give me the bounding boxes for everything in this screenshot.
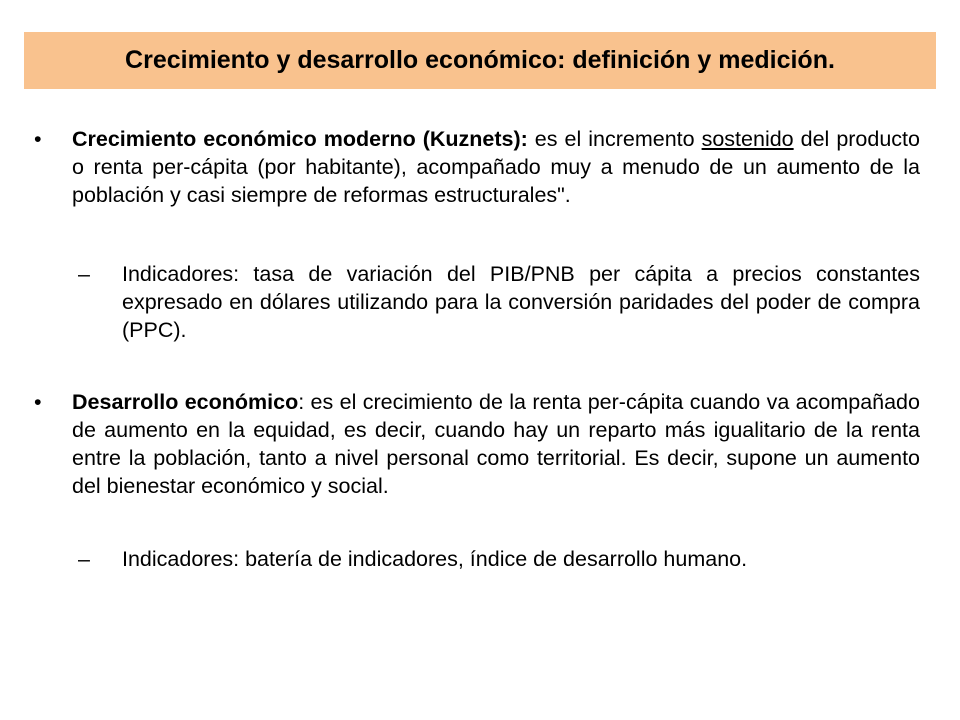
underlined-sostenido: sostenido: [701, 127, 794, 151]
slide-body: [34, 125, 920, 573]
dash-icon: –: [78, 547, 90, 571]
title-bar: [24, 32, 936, 89]
text-after-crecimiento: del producto o renta per-cápita (por habitante), acompañado muy a menudo de un aumento de la población y casi siempre de reformas estructurales".: [72, 127, 920, 207]
dash-icon: –: [78, 262, 90, 286]
bullet-item-desarrollo: [34, 388, 920, 500]
term-desarrollo: Desarrollo económico: [72, 390, 299, 414]
sub-item-indicadores-desarrollo: [78, 545, 920, 573]
bullet-item-crecimiento: [34, 125, 920, 209]
bullet-icon: •: [34, 390, 42, 414]
term-crecimiento: Crecimiento económico moderno (Kuznets):: [72, 127, 528, 151]
bullet-text-desarrollo: [72, 388, 920, 500]
sub-text-indicadores-crecimiento: Indicadores: tasa de variación del PIB/PNB per cápita a precios constantes expresado en dólares utilizando para la conversión paridades del poder de compra (PPC).: [122, 262, 920, 342]
bullet-icon: •: [34, 127, 42, 151]
text-desarrollo: : es el crecimiento de la renta per-cápita cuando va acompañado de aumento en la equidad, es decir, cuando hay un reparto más igualitario de la renta entre la población, tanto a nivel personal como territorial. Es decir, supone un aumento del bienestar económico y social.: [72, 390, 920, 498]
slide-title: Crecimiento y desarrollo económico: definición y medición.: [125, 46, 835, 74]
sub-item-indicadores-crecimiento: [78, 260, 920, 344]
text-before-crecimiento: es el incremento: [527, 127, 702, 151]
bullet-text-crecimiento: [72, 125, 920, 209]
sub-text-indicadores-desarrollo: Indicadores: batería de indicadores, índice de desarrollo humano.: [122, 547, 748, 571]
